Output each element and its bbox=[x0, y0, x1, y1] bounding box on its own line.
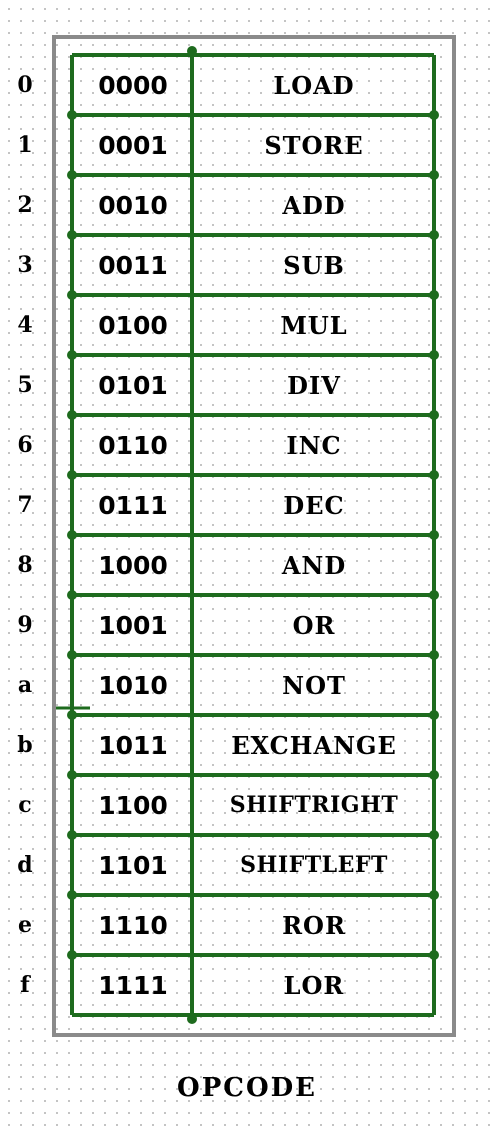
row-address: 4 bbox=[17, 312, 33, 338]
opcode-mnemonic: AND bbox=[281, 550, 347, 580]
row-address: 9 bbox=[17, 612, 33, 638]
opcode-binary: 0010 bbox=[98, 190, 168, 220]
opcode-mnemonic: SUB bbox=[283, 250, 345, 280]
opcode-binary: 1101 bbox=[98, 850, 168, 880]
opcode-binary: 0011 bbox=[98, 250, 168, 280]
opcode-mnemonic: DEC bbox=[283, 490, 345, 520]
opcode-binary: 1010 bbox=[98, 670, 168, 700]
opcode-binary: 1100 bbox=[98, 790, 168, 820]
row-address: 6 bbox=[17, 432, 33, 458]
opcode-mnemonic: EXCHANGE bbox=[231, 730, 397, 760]
row-address: a bbox=[17, 672, 33, 698]
junction-dot bbox=[187, 1014, 197, 1024]
opcode-binary: 1110 bbox=[98, 910, 168, 940]
row-address: f bbox=[20, 972, 30, 998]
opcode-mnemonic: LOR bbox=[283, 970, 345, 1000]
opcode-mnemonic: INC bbox=[286, 430, 342, 460]
row-address: 3 bbox=[17, 252, 33, 278]
row-address: 1 bbox=[17, 132, 33, 158]
diagram-title: OPCODE bbox=[177, 1073, 317, 1103]
opcode-binary: 0000 bbox=[98, 70, 168, 100]
opcode-mnemonic: OR bbox=[292, 610, 336, 640]
row-address: b bbox=[17, 732, 33, 758]
row-address: 7 bbox=[17, 492, 33, 518]
opcode-mnemonic: SHIFTRIGHT bbox=[229, 792, 399, 818]
row-address: 8 bbox=[17, 552, 33, 578]
row-address: d bbox=[17, 852, 33, 878]
opcode-binary: 0100 bbox=[98, 310, 168, 340]
row-address: e bbox=[18, 912, 32, 938]
opcode-binary: 0110 bbox=[98, 430, 168, 460]
opcode-mnemonic: STORE bbox=[264, 130, 364, 160]
opcode-mnemonic: DIV bbox=[287, 370, 341, 400]
row-address: c bbox=[18, 792, 32, 818]
opcode-binary: 1001 bbox=[98, 610, 168, 640]
opcode-mnemonic: LOAD bbox=[273, 70, 355, 100]
opcode-binary: 1000 bbox=[98, 550, 168, 580]
opcode-binary: 1011 bbox=[98, 730, 168, 760]
row-address: 0 bbox=[17, 72, 33, 98]
row-address: 5 bbox=[17, 372, 33, 398]
opcode-mnemonic: NOT bbox=[282, 670, 346, 700]
row-address: 2 bbox=[17, 192, 33, 218]
opcode-mnemonic: ROR bbox=[282, 910, 346, 940]
opcode-binary: 0001 bbox=[98, 130, 168, 160]
opcode-binary: 0111 bbox=[98, 490, 168, 520]
opcode-mnemonic: SHIFTLEFT bbox=[240, 852, 388, 878]
opcode-mnemonic: ADD bbox=[282, 190, 346, 220]
opcode-mnemonic: MUL bbox=[280, 310, 348, 340]
opcode-binary: 0101 bbox=[98, 370, 168, 400]
opcode-binary: 1111 bbox=[98, 970, 168, 1000]
